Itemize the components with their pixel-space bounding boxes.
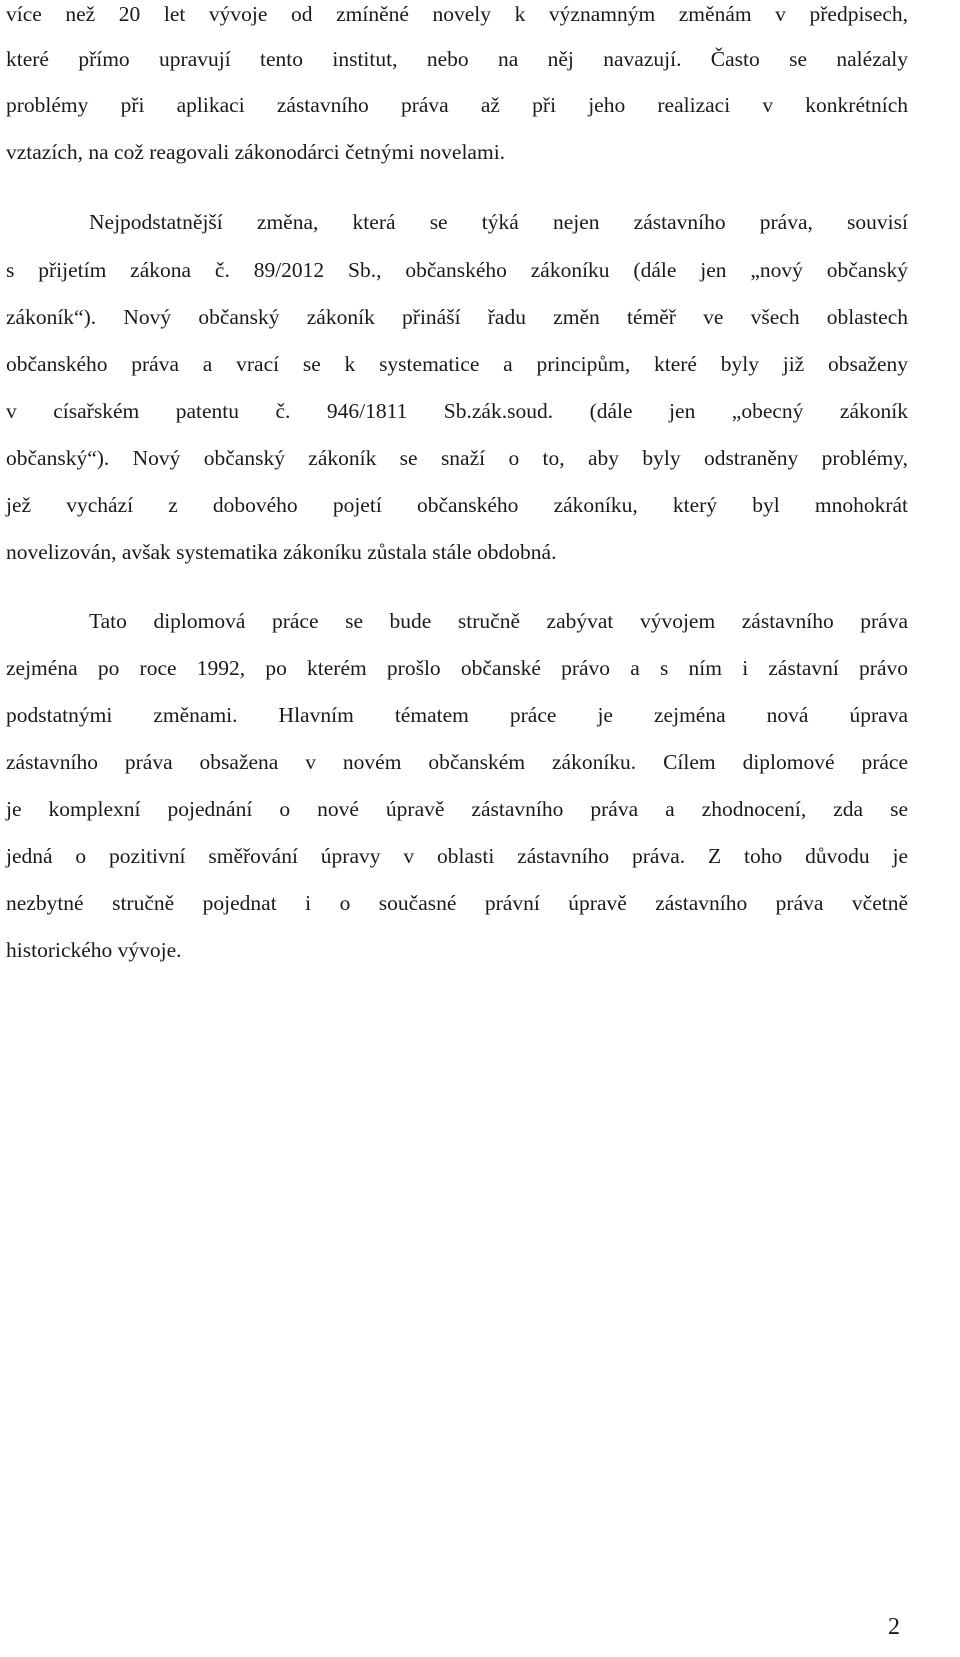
text-line: občanský“). Nový občanský zákoník se snaží o to, aby byly odstraněny problémy, bbox=[6, 446, 908, 470]
text-line: je komplexní pojednání o nové úpravě zástavního práva a zhodnocení, zda se bbox=[6, 797, 908, 821]
text-line: novelizován, avšak systematika zákoníku zůstala stále obdobná. bbox=[6, 540, 557, 564]
text-line: Nejpodstatnější změna, která se týká nejen zástavního práva, souvisí bbox=[89, 210, 908, 234]
text-line: s přijetím zákona č. 89/2012 Sb., občanského zákoníku (dále jen „nový občanský bbox=[6, 258, 908, 282]
text-line: zejména po roce 1992, po kterém prošlo občanské právo a s ním i zástavní právo bbox=[6, 656, 908, 680]
text-line: nezbytné stručně pojednat i o současné právní úpravě zástavního práva včetně bbox=[6, 891, 908, 915]
text-line: Tato diplomová práce se bude stručně zabývat vývojem zástavního práva bbox=[89, 609, 908, 633]
text-line: které přímo upravují tento institut, nebo na něj navazují. Často se nalézaly bbox=[6, 47, 908, 71]
text-line: historického vývoje. bbox=[6, 938, 182, 962]
text-line: problémy při aplikaci zástavního práva až při jeho realizaci v konkrétních bbox=[6, 93, 908, 117]
text-line: vztazích, na což reagovali zákonodárci četnými novelami. bbox=[6, 140, 506, 164]
text-line: podstatnými změnami. Hlavním tématem práce je zejména nová úprava bbox=[6, 703, 908, 727]
text-line: občanského práva a vrací se k systematice a principům, které byly již obsaženy bbox=[6, 352, 908, 376]
text-line: více než 20 let vývoje od zmíněné novely k významným změnám v předpisech, bbox=[6, 2, 908, 26]
page-number: 2 bbox=[888, 1614, 900, 1640]
text-line: v císařském patentu č. 946/1811 Sb.zák.soud. (dále jen „obecný zákoník bbox=[6, 399, 908, 423]
text-line: jež vychází z dobového pojetí občanského zákoníku, který byl mnohokrát bbox=[6, 493, 908, 517]
text-line: jedná o pozitivní směřování úpravy v oblasti zástavního práva. Z toho důvodu je bbox=[6, 844, 908, 868]
text-line: zástavního práva obsažena v novém občanském zákoníku. Cílem diplomové práce bbox=[6, 750, 908, 774]
text-line: zákoník“). Nový občanský zákoník přináší řadu změn téměř ve všech oblastech bbox=[6, 305, 908, 329]
